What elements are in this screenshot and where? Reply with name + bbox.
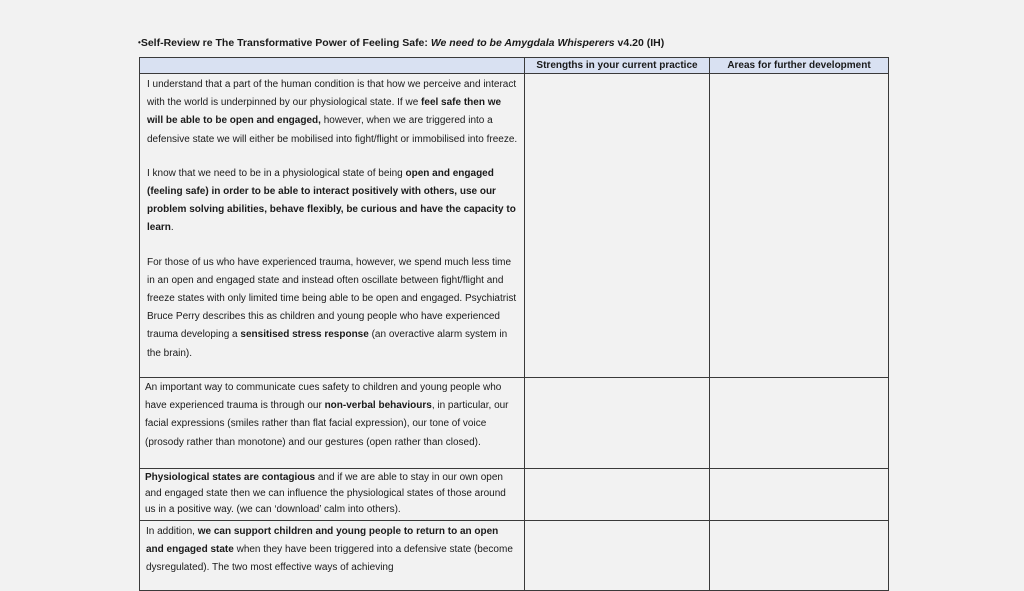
text: For those of us who have experienced trauma, however, we spend much less time in an open and engaged state and instead often oscillate between fight/flight and freeze states with only limited time being able to be open and engaged. Psychiatrist Bruce Perry describes this as children and young people who have experienced trauma developing a [147,256,517,341]
self-review-table [139,57,889,591]
strengths-input-cell[interactable] [525,521,710,591]
bold-text: sensitised stress response [240,329,369,341]
title-prefix: Self-Review re The Transformative Power of Feeling Safe: [140,37,431,49]
text: , in particular, our facial expressions (smiles rather than flat facial expression), our tone of voice (prosody rather than monotone) and our gestures (open rather than closed). [145,400,509,448]
text: An important way to communicate cues safety to children and young people who have experienced trauma is through our [145,382,502,412]
statement-cell [140,521,525,591]
document-title [138,37,664,49]
title-bullet: • [138,38,141,47]
development-input-cell[interactable] [710,378,889,469]
header-strengths: Strengths in your current practice [525,58,710,74]
strengths-input-cell[interactable] [525,469,710,521]
strengths-input-cell[interactable] [525,74,710,378]
bold-text: we can support children and young people to return to an open and engaged state [146,526,499,556]
table-row [140,74,889,378]
statement-cell [140,378,525,469]
paragraph [147,165,518,238]
text: (an overactive alarm system in the brain). [147,329,508,359]
header-statement [140,58,525,74]
statement-cell [140,469,525,521]
table-row [140,469,889,521]
bold-text: feel safe then we will be able to be open and engaged, [147,97,502,127]
paragraph [147,254,518,363]
paragraph [146,523,518,578]
paragraph [145,470,518,518]
development-input-cell[interactable] [710,469,889,521]
text: I know that we need to be in a physiological state of being [147,167,406,179]
title-italic: We need to be Amygdala Whisperers [430,37,615,49]
bold-text: non-verbal behaviours [324,400,432,412]
development-input-cell[interactable] [710,521,889,591]
strengths-input-cell[interactable] [525,378,710,469]
text: however, when we are triggered into a defensive state we will either be mobilised into fight/flight or immobilised into freeze. [147,115,518,145]
development-input-cell[interactable] [710,74,889,378]
header-development: Areas for further development [710,58,889,74]
text: I understand that a part of the human condition is that how we perceive and interact with the world is underpinned by our physiological state. If we [147,79,517,109]
paragraph [145,379,518,452]
table-row [140,521,889,591]
bold-text: Physiological states are contagious [145,472,316,483]
text: and if we are able to stay in our own open and engaged state then we can influence the physiological states of those around us in a positive way. (we can ‘download’ calm into others). [145,472,506,515]
header-row [140,58,889,74]
text: In addition, [146,526,198,537]
table-row [140,378,889,469]
bold-text: open and engaged (feeling safe) in order to be able to interact positively with others, use our problem solving abilities, behave flexibly, be curious and have the capacity to learn [147,167,516,234]
title-suffix: v4.20 (IH) [614,37,665,49]
text: when they have been triggered into a defensive state (become dysregulated). The two most effective ways of achieving [146,544,513,574]
statement-cell [140,74,525,378]
paragraph [147,76,518,149]
text: . [170,222,174,234]
